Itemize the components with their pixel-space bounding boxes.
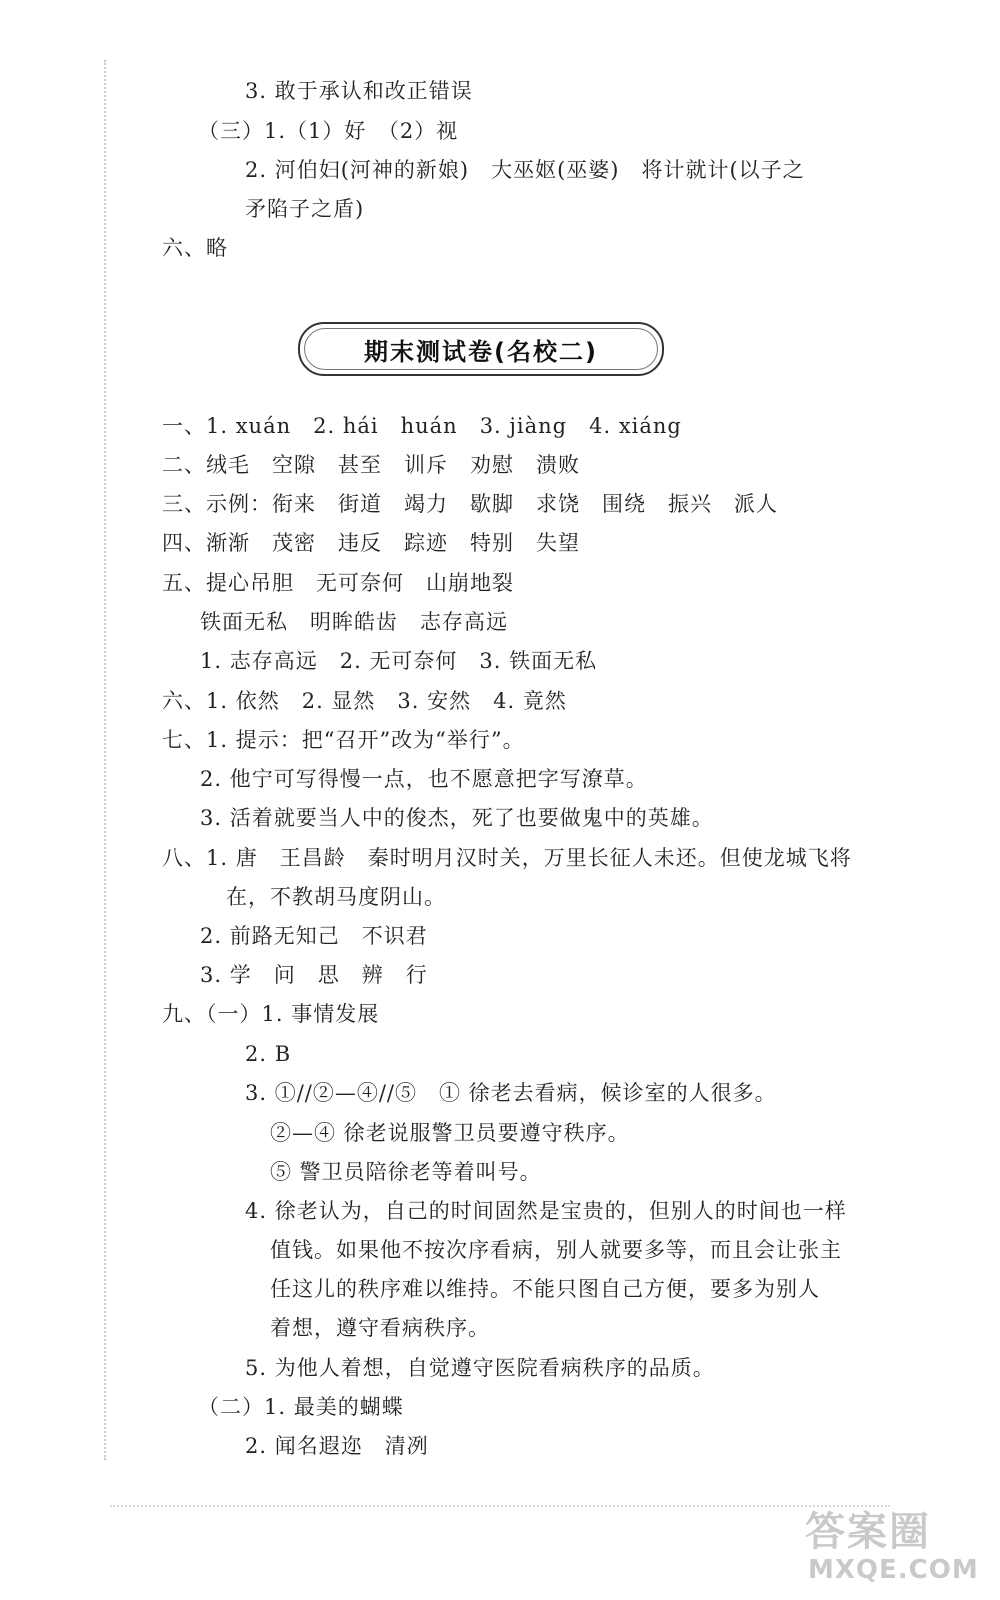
answer-line: 七、1. 提示：把“召开”改为“举行”。 <box>162 728 525 752</box>
answer-line: 铁面无私 明眸皓齿 志存高远 <box>200 610 508 634</box>
binding-dotted-line <box>104 60 106 1460</box>
answer-line: 着想，遵守看病秩序。 <box>270 1316 490 1340</box>
answer-line: 2. 闻名遐迩 清冽 <box>245 1434 429 1458</box>
answer-line: 三、示例：衔来 街道 竭力 歇脚 求饶 围绕 振兴 派人 <box>162 492 778 516</box>
bottom-dotted-line <box>110 1505 890 1507</box>
answer-line: 一、1. xuán 2. hái huán 3. jiàng 4. xiáng <box>162 414 682 438</box>
watermark-cn: 答案圈 <box>805 1509 931 1555</box>
answer-line: 3. 学 问 思 辨 行 <box>200 963 428 987</box>
answer-line: 3. 敢于承认和改正错误 <box>245 79 473 103</box>
answer-line: 3. ①//②—④//⑤ ① 徐老去看病，候诊室的人很多。 <box>245 1081 777 1105</box>
answer-line: 4. 徐老认为，自己的时间固然是宝贵的，但别人的时间也一样 <box>245 1199 847 1223</box>
answer-line: ⑤ 警卫员陪徐老等着叫号。 <box>270 1160 542 1184</box>
answer-line: （二）1. 最美的蝴蝶 <box>198 1395 404 1419</box>
answer-line: 六、略 <box>162 236 228 260</box>
answer-line: 五、提心吊胆 无可奈何 山崩地裂 <box>162 571 514 595</box>
answer-line: 2. 前路无知己 不识君 <box>200 924 428 948</box>
answer-line: 二、绒毛 空隙 甚至 训斥 劝慰 溃败 <box>162 453 580 477</box>
answer-line: 在，不教胡马度阴山。 <box>226 885 446 909</box>
answer-line: 任这儿的秩序难以维持。不能只图自己方便，要多为别人 <box>270 1277 820 1301</box>
answer-line: 八、1. 唐 王昌龄 秦时明月汉时关，万里长征人未还。但使龙城飞将 <box>162 846 852 870</box>
answer-line: 九、（一）1. 事情发展 <box>162 1002 380 1026</box>
answer-line: 六、1. 依然 2. 显然 3. 安然 4. 竟然 <box>162 689 567 713</box>
answer-line: （三）1.（1）好 （2）视 <box>198 119 459 143</box>
answer-line: 5. 为他人着想，自觉遵守医院看病秩序的品质。 <box>245 1356 715 1380</box>
watermark-en: MXQE.COM <box>808 1555 979 1585</box>
answer-line: 1. 志存高远 2. 无可奈何 3. 铁面无私 <box>200 649 598 673</box>
answer-line: 四、渐渐 茂密 违反 踪迹 特别 失望 <box>162 531 580 555</box>
section-title-box <box>298 322 664 376</box>
watermark-logo <box>800 1500 990 1595</box>
answer-line: 3. 活着就要当人中的俊杰，死了也要做鬼中的英雄。 <box>200 806 714 830</box>
answer-line: 矛陷子之盾) <box>245 197 365 221</box>
answer-line: 2. 他宁可写得慢一点，也不愿意把字写潦草。 <box>200 767 648 791</box>
answer-line: 2. B <box>245 1042 292 1066</box>
answer-line: 2. 河伯妇(河神的新娘) 大巫妪(巫婆) 将计就计(以子之 <box>245 158 805 182</box>
section-title: 期末测试卷(名校二) <box>364 337 598 366</box>
answer-line: ②—④ 徐老说服警卫员要遵守秩序。 <box>270 1121 630 1145</box>
answer-line: 值钱。如果他不按次序看病，别人就要多等，而且会让张主 <box>270 1238 842 1262</box>
